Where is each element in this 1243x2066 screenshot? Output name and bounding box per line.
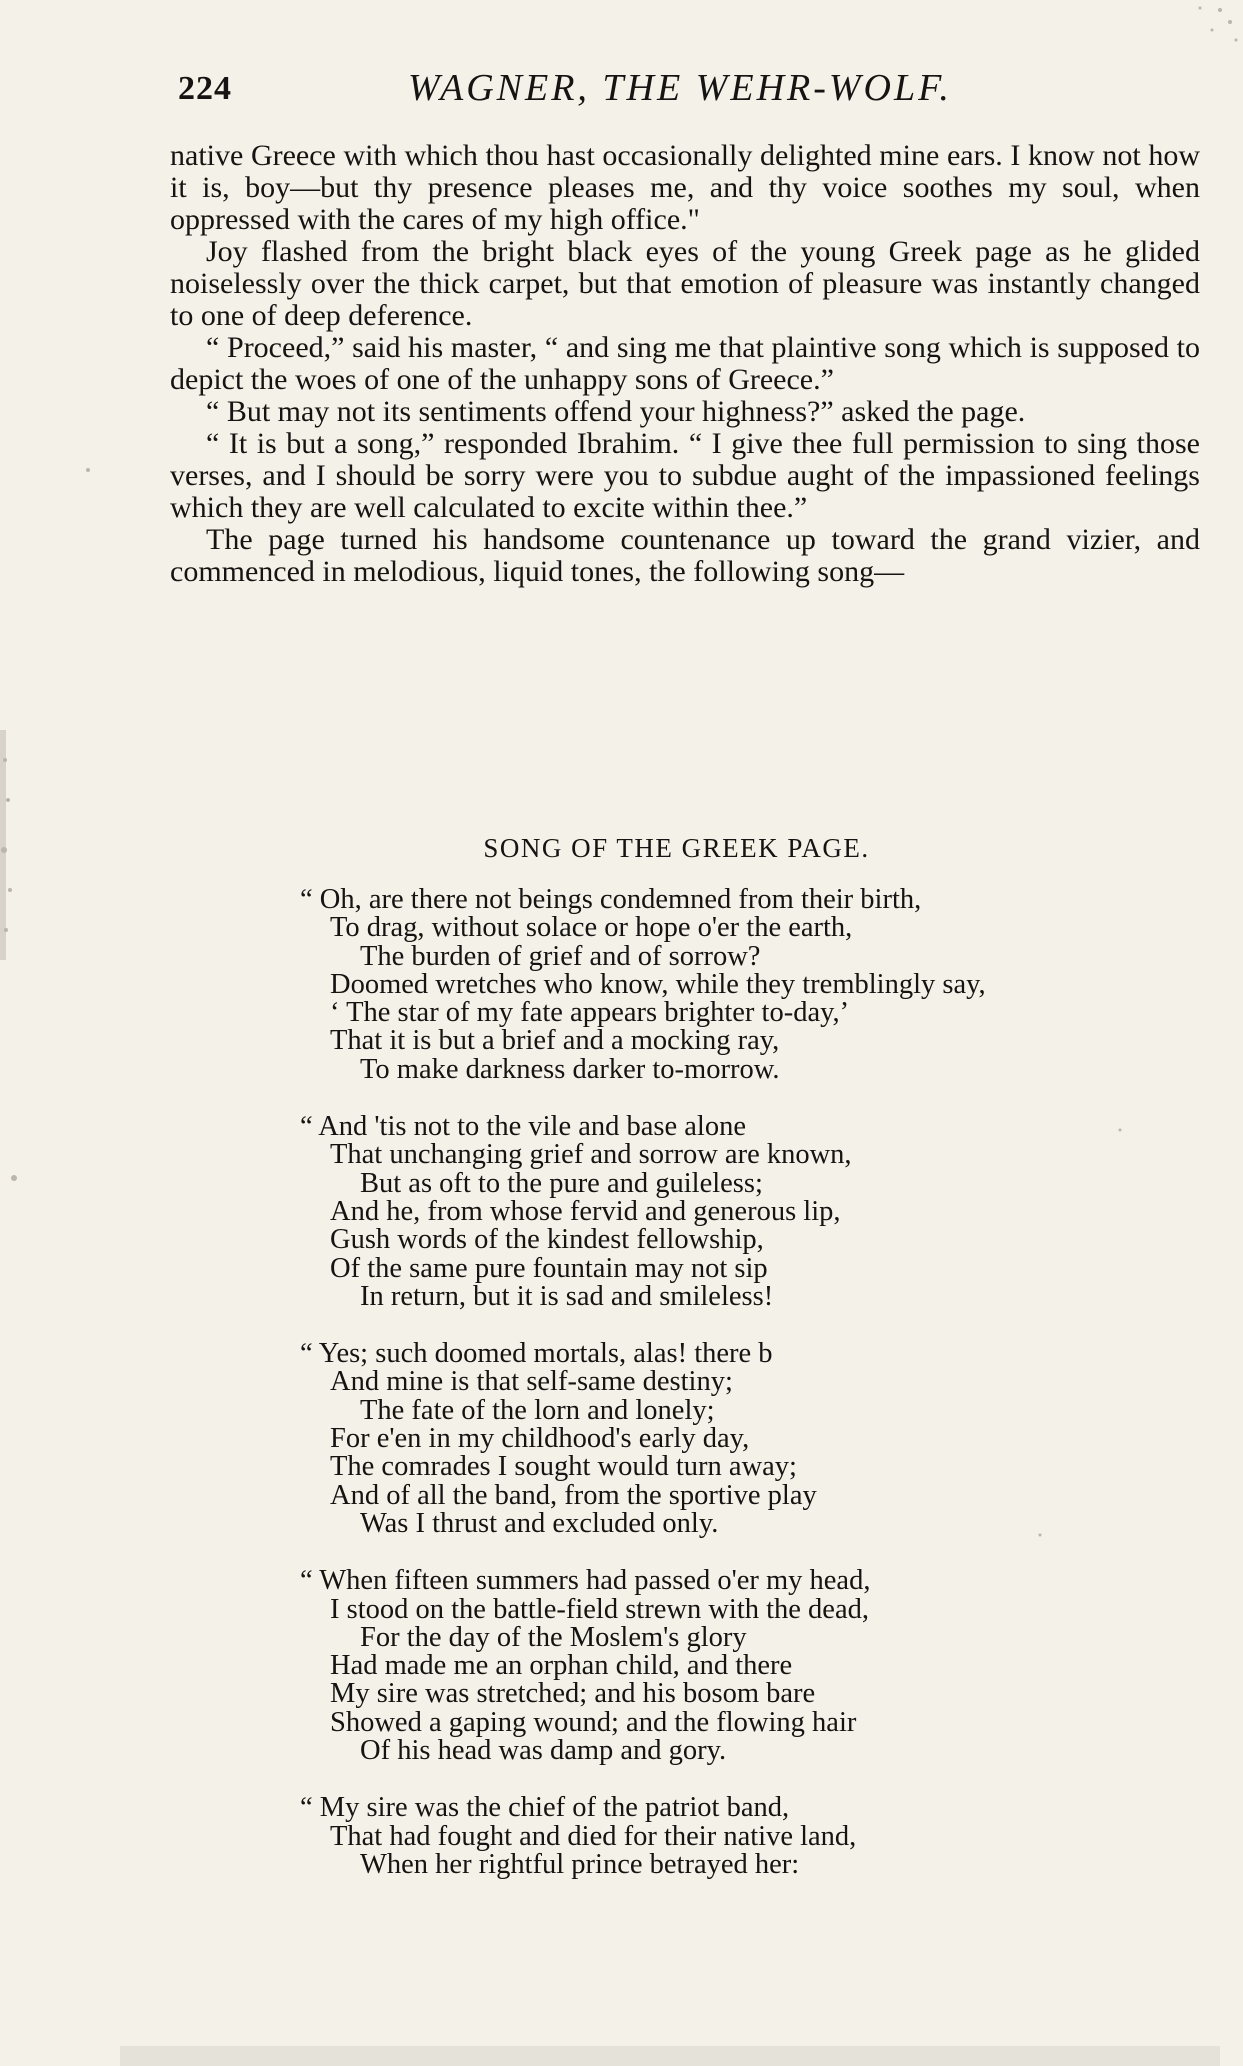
verse-line: The burden of grief and of sorrow? xyxy=(360,940,761,972)
paragraph: The page turned his handsome countenance up toward the grand vizier, and commenced in melodious, liquid tones, the following song— xyxy=(170,523,1200,588)
running-title: WAGNER, THE WEHR-WOLF. xyxy=(408,67,952,109)
verse-line: Gush words of the kindest fellowship, xyxy=(330,1224,764,1256)
verse-line: Of his head was damp and gory. xyxy=(360,1735,727,1767)
verse-line: In return, but it is sad and smileless! xyxy=(360,1280,774,1312)
verse-line: For e'en in my childhood's early day, xyxy=(330,1423,750,1455)
verse-line: And mine is that self-same destiny; xyxy=(330,1366,733,1398)
verse-line: “ Oh, are there not beings condemned from their birth, xyxy=(300,884,922,915)
prose-body xyxy=(170,140,1200,588)
verse-line: Showed a gaping wound; and the flowing hair xyxy=(330,1706,857,1738)
verse-line: And he, from whose fervid and generous lip, xyxy=(330,1195,841,1227)
verse-line: ‘ The star of my fate appears brighter to-day,’ xyxy=(330,997,850,1029)
stanza xyxy=(300,1567,1200,1765)
page-number: 224 xyxy=(178,70,232,107)
paragraph: “ It is but a song,” responded Ibrahim. “ I give thee full permission to sing those verses, and I should be sorry were you to subdue aught of the impassioned feelings which they are well calculated to excite within thee.” xyxy=(170,427,1200,524)
verse-line: “ My sire was the chief of the patriot band, xyxy=(300,1792,790,1824)
verse-line: Had made me an orphan child, and there xyxy=(330,1650,793,1682)
verse-line: “ Yes; such doomed mortals, alas! there b xyxy=(300,1338,773,1370)
verse-line: And of all the band, from the sportive play xyxy=(330,1479,817,1511)
stanza xyxy=(300,1113,1200,1311)
verse-line: Was I thrust and excluded only. xyxy=(360,1507,719,1539)
stanza xyxy=(300,1340,1200,1538)
page-header xyxy=(175,66,1205,116)
verse-line: I stood on the battle-field strewn with the dead, xyxy=(330,1593,869,1625)
verse-line: That it is but a brief and a mocking ray, xyxy=(330,1025,780,1057)
paragraph: native Greece with which thou hast occasionally delighted mine ears. I know not how it is, boy—but thy presence pleases me, and thy voice soothes my soul, when oppressed with the cares of my high office." xyxy=(170,139,1200,236)
verse-line: My sire was stretched; and his bosom bare xyxy=(330,1678,816,1710)
verse-line: “ When fifteen summers had passed o'er my head, xyxy=(300,1565,871,1597)
stanza xyxy=(300,886,1200,1084)
verse-line: That had fought and died for their native land, xyxy=(330,1820,857,1852)
paragraph: “ Proceed,” said his master, “ and sing me that plaintive song which is supposed to depict the woes of one of the unhappy sons of Greece.” xyxy=(170,331,1200,396)
paragraph: “ But may not its sentiments offend your highness?” asked the page. xyxy=(206,395,1026,428)
verse-line: To make darkness darker to-morrow. xyxy=(360,1053,780,1085)
verse-line: Of the same pure fountain may not sip xyxy=(330,1252,768,1284)
song-verses xyxy=(300,886,1200,1908)
paragraph: Joy flashed from the bright black eyes of the young Greek page as he glided noiselessly over the thick carpet, but that emotion of pleasure was instantly changed to one of deep deference. xyxy=(170,235,1200,332)
verse-line: The comrades I sought would turn away; xyxy=(330,1451,797,1483)
verse-line: For the day of the Moslem's glory xyxy=(360,1621,747,1653)
verse-line: “ And 'tis not to the vile and base alone xyxy=(300,1111,746,1143)
song-title: SONG OF THE GREEK PAGE. xyxy=(483,833,870,863)
verse-line: The fate of the lorn and lonely; xyxy=(360,1394,715,1426)
verse-line: When her rightful prince betrayed her: xyxy=(360,1848,800,1880)
verse-line: To drag, without solace or hope o'er the earth, xyxy=(330,912,853,944)
stanza xyxy=(300,1794,1200,1879)
verse-line: Doomed wretches who know, while they tremblingly say, xyxy=(330,968,986,1000)
verse-line: That unchanging grief and sorrow are known, xyxy=(330,1139,852,1171)
verse-line: But as oft to the pure and guileless; xyxy=(360,1167,763,1199)
